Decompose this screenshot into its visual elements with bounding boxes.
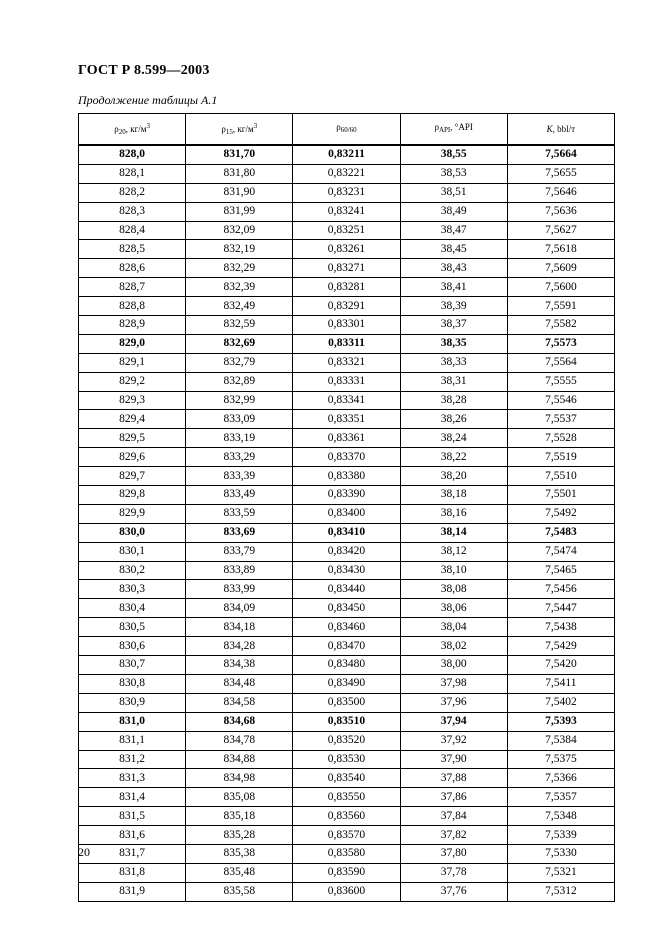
cell-rho60-60: 0,83520: [293, 731, 400, 750]
cell-rho60-60: 0,83580: [293, 844, 400, 863]
cell-rho15: 832,09: [186, 221, 293, 240]
table-row: [79, 712, 615, 731]
cell-rho60-60: 0,83440: [293, 580, 400, 599]
table-row: [79, 561, 615, 580]
cell-rho15: 831,70: [186, 145, 293, 164]
cell-rho60-60: 0,83351: [293, 410, 400, 429]
table-caption: Продолжение таблицы А.1: [78, 93, 218, 107]
cell-rho20: 829,0: [79, 334, 186, 353]
cell-rho60-60: 0,83600: [293, 882, 400, 901]
cell-rho15: 831,99: [186, 202, 293, 221]
table-row: [79, 297, 615, 316]
cell-rho-api: 37,88: [400, 769, 507, 788]
cell-rho60-60: 0,83211: [293, 145, 400, 164]
cell-rho60-60: 0,83510: [293, 712, 400, 731]
cell-k: 7,5411: [507, 674, 614, 693]
table-row: [79, 391, 615, 410]
cell-rho-api: 37,76: [400, 882, 507, 901]
cell-rho-api: 38,14: [400, 523, 507, 542]
cell-rho60-60: 0,83470: [293, 637, 400, 656]
cell-rho-api: 37,92: [400, 731, 507, 750]
cell-rho-api: 38,08: [400, 580, 507, 599]
cell-k: 7,5582: [507, 316, 614, 335]
cell-rho15: 834,78: [186, 731, 293, 750]
cell-rho15: 834,48: [186, 674, 293, 693]
cell-rho20: 831,4: [79, 788, 186, 807]
cell-k: 7,5600: [507, 278, 614, 297]
cell-rho-api: 38,24: [400, 429, 507, 448]
cell-k: 7,5655: [507, 164, 614, 183]
cell-rho-api: 38,35: [400, 334, 507, 353]
cell-rho20: 830,9: [79, 693, 186, 712]
table-row: [79, 353, 615, 372]
cell-rho15: 834,09: [186, 599, 293, 618]
cell-k: 7,5510: [507, 467, 614, 486]
cell-rho-api: 38,51: [400, 183, 507, 202]
cell-rho15: 832,49: [186, 297, 293, 316]
density-table: [78, 113, 615, 902]
table-row: [79, 410, 615, 429]
cell-k: 7,5393: [507, 712, 614, 731]
table-row: [79, 769, 615, 788]
cell-rho60-60: 0,83400: [293, 504, 400, 523]
cell-rho60-60: 0,83460: [293, 618, 400, 637]
table-row: [79, 637, 615, 656]
cell-rho60-60: 0,83370: [293, 448, 400, 467]
cell-rho-api: 38,16: [400, 504, 507, 523]
cell-k: 7,5420: [507, 656, 614, 675]
cell-rho15: 834,38: [186, 656, 293, 675]
cell-rho60-60: 0,83560: [293, 807, 400, 826]
cell-rho60-60: 0,83540: [293, 769, 400, 788]
cell-rho20: 828,2: [79, 183, 186, 202]
cell-rho-api: 37,94: [400, 712, 507, 731]
table-row: [79, 183, 615, 202]
cell-rho-api: 37,78: [400, 863, 507, 882]
cell-rho20: 831,5: [79, 807, 186, 826]
cell-rho20: 830,8: [79, 674, 186, 693]
cell-rho60-60: 0,83530: [293, 750, 400, 769]
table-row: [79, 580, 615, 599]
cell-rho20: 830,0: [79, 523, 186, 542]
cell-rho60-60: 0,83261: [293, 240, 400, 259]
cell-rho20: 829,9: [79, 504, 186, 523]
table-row: [79, 788, 615, 807]
cell-rho15: 833,09: [186, 410, 293, 429]
cell-rho20: 828,6: [79, 259, 186, 278]
cell-rho-api: 38,55: [400, 145, 507, 164]
cell-k: 7,5528: [507, 429, 614, 448]
cell-rho60-60: 0,83490: [293, 674, 400, 693]
cell-rho15: 832,59: [186, 316, 293, 335]
cell-rho15: 834,18: [186, 618, 293, 637]
cell-k: 7,5402: [507, 693, 614, 712]
cell-rho20: 828,4: [79, 221, 186, 240]
cell-k: 7,5330: [507, 844, 614, 863]
cell-k: 7,5483: [507, 523, 614, 542]
table-row: [79, 164, 615, 183]
cell-rho15: 833,89: [186, 561, 293, 580]
cell-rho20: 828,3: [79, 202, 186, 221]
cell-rho15: 832,89: [186, 372, 293, 391]
cell-rho-api: 38,49: [400, 202, 507, 221]
cell-rho20: 829,2: [79, 372, 186, 391]
cell-k: 7,5357: [507, 788, 614, 807]
cell-rho-api: 37,84: [400, 807, 507, 826]
cell-rho15: 834,88: [186, 750, 293, 769]
cell-k: 7,5519: [507, 448, 614, 467]
col-header-k: K, bbl/т: [507, 114, 614, 146]
cell-rho20: 828,5: [79, 240, 186, 259]
table-row: [79, 202, 615, 221]
cell-k: 7,5492: [507, 504, 614, 523]
table-row: [79, 467, 615, 486]
cell-rho60-60: 0,83450: [293, 599, 400, 618]
cell-rho20: 829,7: [79, 467, 186, 486]
cell-rho60-60: 0,83341: [293, 391, 400, 410]
cell-rho15: 833,69: [186, 523, 293, 542]
cell-rho-api: 38,00: [400, 656, 507, 675]
table-row: [79, 334, 615, 353]
cell-rho-api: 38,47: [400, 221, 507, 240]
cell-k: 7,5384: [507, 731, 614, 750]
cell-rho15: 834,58: [186, 693, 293, 712]
table-row: [79, 278, 615, 297]
cell-rho-api: 38,06: [400, 599, 507, 618]
cell-k: 7,5456: [507, 580, 614, 599]
cell-rho15: 834,98: [186, 769, 293, 788]
cell-k: 7,5366: [507, 769, 614, 788]
cell-k: 7,5618: [507, 240, 614, 259]
cell-rho60-60: 0,83550: [293, 788, 400, 807]
table-row: [79, 731, 615, 750]
table-row: [79, 674, 615, 693]
cell-rho15: 831,80: [186, 164, 293, 183]
cell-rho15: 833,39: [186, 467, 293, 486]
cell-rho15: 833,49: [186, 486, 293, 505]
table-row: [79, 693, 615, 712]
table-row: [79, 240, 615, 259]
table-row: [79, 429, 615, 448]
cell-rho60-60: 0,83301: [293, 316, 400, 335]
cell-rho15: 832,79: [186, 353, 293, 372]
cell-rho15: 833,79: [186, 542, 293, 561]
cell-rho20: 830,5: [79, 618, 186, 637]
cell-rho20: 828,7: [79, 278, 186, 297]
cell-rho15: 834,28: [186, 637, 293, 656]
cell-k: 7,5429: [507, 637, 614, 656]
cell-rho20: 829,8: [79, 486, 186, 505]
table-row: [79, 750, 615, 769]
cell-rho-api: 37,80: [400, 844, 507, 863]
cell-k: 7,5501: [507, 486, 614, 505]
cell-k: 7,5546: [507, 391, 614, 410]
cell-rho60-60: 0,83271: [293, 259, 400, 278]
cell-k: 7,5438: [507, 618, 614, 637]
table-row: [79, 523, 615, 542]
cell-rho20: 831,7: [79, 844, 186, 863]
table-row: [79, 844, 615, 863]
cell-rho15: 833,99: [186, 580, 293, 599]
cell-rho-api: 38,37: [400, 316, 507, 335]
cell-k: 7,5555: [507, 372, 614, 391]
cell-rho60-60: 0,83480: [293, 656, 400, 675]
col-header-rho-api: $\rho_{API}$, °API: [400, 114, 507, 146]
cell-rho15: 832,69: [186, 334, 293, 353]
table-header-row: [79, 114, 615, 146]
cell-rho-api: 37,98: [400, 674, 507, 693]
cell-rho-api: 38,12: [400, 542, 507, 561]
cell-rho60-60: 0,83430: [293, 561, 400, 580]
cell-k: 7,5447: [507, 599, 614, 618]
cell-rho60-60: 0,83361: [293, 429, 400, 448]
cell-rho20: 831,0: [79, 712, 186, 731]
table-row: [79, 504, 615, 523]
table-row: [79, 542, 615, 561]
cell-rho60-60: 0,83251: [293, 221, 400, 240]
cell-rho20: 830,2: [79, 561, 186, 580]
cell-rho-api: 38,10: [400, 561, 507, 580]
cell-rho60-60: 0,83590: [293, 863, 400, 882]
cell-rho20: 831,2: [79, 750, 186, 769]
cell-rho60-60: 0,83241: [293, 202, 400, 221]
cell-rho60-60: 0,83291: [293, 297, 400, 316]
cell-rho15: 834,68: [186, 712, 293, 731]
cell-rho20: 828,1: [79, 164, 186, 183]
cell-rho-api: 38,45: [400, 240, 507, 259]
cell-rho20: 831,6: [79, 826, 186, 845]
col-header-rho15: $\rho_{15}$, $кг/м^3$: [186, 114, 293, 146]
cell-k: 7,5465: [507, 561, 614, 580]
cell-rho-api: 38,18: [400, 486, 507, 505]
table-row: [79, 863, 615, 882]
cell-k: 7,5348: [507, 807, 614, 826]
cell-k: 7,5474: [507, 542, 614, 561]
cell-rho-api: 38,43: [400, 259, 507, 278]
cell-rho60-60: 0,83390: [293, 486, 400, 505]
cell-rho60-60: 0,83500: [293, 693, 400, 712]
cell-rho15: 835,58: [186, 882, 293, 901]
cell-rho15: 832,19: [186, 240, 293, 259]
cell-rho-api: 38,04: [400, 618, 507, 637]
cell-k: 7,5591: [507, 297, 614, 316]
table-row: [79, 372, 615, 391]
cell-rho60-60: 0,83231: [293, 183, 400, 202]
cell-rho20: 829,4: [79, 410, 186, 429]
cell-rho-api: 37,86: [400, 788, 507, 807]
table-row: [79, 882, 615, 901]
cell-rho20: 829,1: [79, 353, 186, 372]
cell-rho20: 831,1: [79, 731, 186, 750]
cell-k: 7,5646: [507, 183, 614, 202]
cell-rho20: 830,4: [79, 599, 186, 618]
cell-k: 7,5537: [507, 410, 614, 429]
cell-rho15: 835,38: [186, 844, 293, 863]
col-header-rho60-60: $\rho_{60/60}$: [293, 114, 400, 146]
table-row: [79, 807, 615, 826]
cell-k: 7,5312: [507, 882, 614, 901]
page-number: 20: [78, 845, 90, 859]
cell-rho-api: 38,33: [400, 353, 507, 372]
cell-rho15: 832,99: [186, 391, 293, 410]
table-row: [79, 316, 615, 335]
cell-rho15: 831,90: [186, 183, 293, 202]
cell-rho60-60: 0,83321: [293, 353, 400, 372]
cell-rho20: 830,1: [79, 542, 186, 561]
cell-rho-api: 37,90: [400, 750, 507, 769]
cell-k: 7,5339: [507, 826, 614, 845]
cell-rho20: 829,5: [79, 429, 186, 448]
cell-rho-api: 38,53: [400, 164, 507, 183]
table-row: [79, 259, 615, 278]
cell-k: 7,5573: [507, 334, 614, 353]
table-row: [79, 145, 615, 164]
table-row: [79, 656, 615, 675]
cell-rho20: 830,7: [79, 656, 186, 675]
table-row: [79, 618, 615, 637]
cell-rho15: 832,39: [186, 278, 293, 297]
cell-rho-api: 38,41: [400, 278, 507, 297]
cell-k: 7,5321: [507, 863, 614, 882]
cell-rho20: 828,0: [79, 145, 186, 164]
cell-rho-api: 37,96: [400, 693, 507, 712]
cell-rho15: 833,59: [186, 504, 293, 523]
table-row: [79, 221, 615, 240]
cell-rho-api: 38,39: [400, 297, 507, 316]
cell-rho-api: 38,02: [400, 637, 507, 656]
cell-rho60-60: 0,83221: [293, 164, 400, 183]
col-header-rho20: $\rho_{20}$, $кг/м^3$: [79, 114, 186, 146]
cell-rho-api: 38,28: [400, 391, 507, 410]
cell-rho60-60: 0,83281: [293, 278, 400, 297]
cell-rho-api: 37,82: [400, 826, 507, 845]
cell-k: 7,5609: [507, 259, 614, 278]
cell-rho-api: 38,26: [400, 410, 507, 429]
cell-k: 7,5627: [507, 221, 614, 240]
cell-rho20: 831,3: [79, 769, 186, 788]
table-row: [79, 486, 615, 505]
cell-rho60-60: 0,83331: [293, 372, 400, 391]
cell-rho60-60: 0,83420: [293, 542, 400, 561]
cell-rho-api: 38,31: [400, 372, 507, 391]
cell-rho15: 835,28: [186, 826, 293, 845]
cell-rho15: 833,19: [186, 429, 293, 448]
cell-rho20: 830,6: [79, 637, 186, 656]
table-body: [79, 145, 615, 901]
cell-rho15: 833,29: [186, 448, 293, 467]
cell-rho60-60: 0,83570: [293, 826, 400, 845]
cell-rho20: 831,8: [79, 863, 186, 882]
table-row: [79, 448, 615, 467]
cell-rho15: 835,18: [186, 807, 293, 826]
cell-rho20: 830,3: [79, 580, 186, 599]
cell-k: 7,5564: [507, 353, 614, 372]
cell-rho20: 831,9: [79, 882, 186, 901]
table-row: [79, 826, 615, 845]
cell-k: 7,5375: [507, 750, 614, 769]
cell-k: 7,5664: [507, 145, 614, 164]
cell-rho60-60: 0,83380: [293, 467, 400, 486]
cell-rho15: 832,29: [186, 259, 293, 278]
cell-rho-api: 38,20: [400, 467, 507, 486]
cell-rho15: 835,08: [186, 788, 293, 807]
cell-rho15: 835,48: [186, 863, 293, 882]
cell-rho20: 828,9: [79, 316, 186, 335]
cell-rho20: 828,8: [79, 297, 186, 316]
cell-rho60-60: 0,83410: [293, 523, 400, 542]
cell-rho60-60: 0,83311: [293, 334, 400, 353]
cell-rho20: 829,6: [79, 448, 186, 467]
document-title: ГОСТ Р 8.599—2003: [78, 63, 210, 78]
cell-k: 7,5636: [507, 202, 614, 221]
table-row: [79, 599, 615, 618]
cell-rho-api: 38,22: [400, 448, 507, 467]
cell-rho20: 829,3: [79, 391, 186, 410]
